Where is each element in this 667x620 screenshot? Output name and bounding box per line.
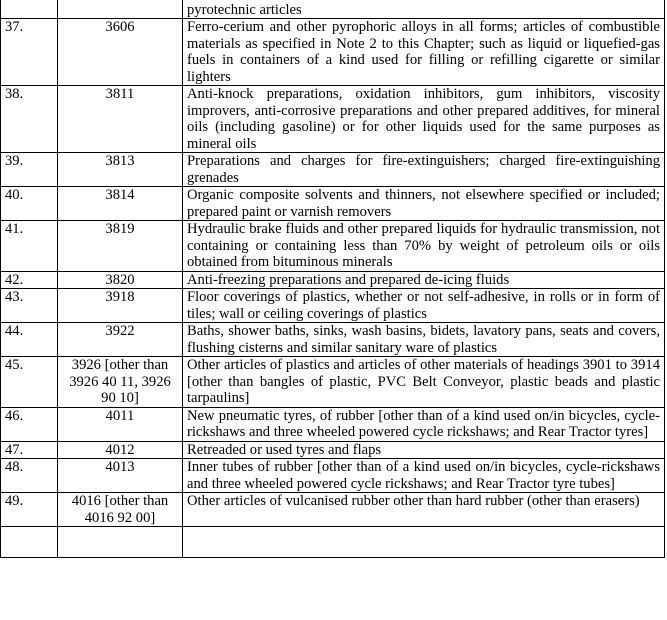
description-cell: Other articles of vulcanised rubber other than hard rubber (other than erasers) (183, 493, 665, 527)
description-cell: Floor coverings of plastics, whether or not self-adhesive, in rolls or in form of tiles; wall or ceiling coverings of plastics (183, 289, 665, 323)
serial-number-cell: 37. (1, 19, 58, 86)
description-cell: Anti-freezing preparations and prepared de-icing fluids (183, 271, 665, 289)
serial-number-cell: 38. (1, 86, 58, 153)
heading-cell: 3918 (58, 289, 183, 323)
heading-cell: 3819 (58, 221, 183, 272)
serial-number-cell: 43. (1, 289, 58, 323)
table-row (1, 0, 665, 19)
description-cell: New pneumatic tyres, of rubber [other than of a kind used on/in bicycles, cycle-rickshaws and three wheeled powered cycle rickshaws; and Rear Tractor tyres] (183, 407, 665, 441)
heading-cell: 4011 (58, 407, 183, 441)
heading-cell (58, 527, 183, 558)
serial-number-cell (1, 0, 58, 19)
description-cell: pyrotechnic articles (183, 0, 665, 19)
table-row (1, 271, 665, 289)
table-row (1, 153, 665, 187)
serial-number-cell: 45. (1, 357, 58, 408)
table-row (1, 86, 665, 153)
description-cell: Ferro-cerium and other pyrophoric alloys in all forms; articles of combustible materials as specified in Note 2 to this Chapter; such as liquid or liquefied-gas fuels in containers of a kind used for filling or refilling cigarette or similar lighters (183, 19, 665, 86)
heading-cell: 3922 (58, 323, 183, 357)
serial-number-cell: 42. (1, 271, 58, 289)
description-cell (183, 527, 665, 558)
table-row (1, 459, 665, 493)
heading-cell: 3814 (58, 187, 183, 221)
serial-number-cell: 39. (1, 153, 58, 187)
serial-number-cell: 44. (1, 323, 58, 357)
description-cell: Hydraulic brake fluids and other prepared liquids for hydraulic transmission, not containing or containing less than 70% by weight of petroleum oils or oils obtained from bituminous minerals (183, 221, 665, 272)
heading-cell: 4012 (58, 441, 183, 459)
table-row (1, 407, 665, 441)
table-row (1, 187, 665, 221)
table-row (1, 289, 665, 323)
heading-cell: 3813 (58, 153, 183, 187)
serial-number-cell: 41. (1, 221, 58, 272)
heading-cell: 4013 (58, 459, 183, 493)
table-row (1, 19, 665, 86)
description-cell: Preparations and charges for fire-extinguishers; charged fire-extinguishing grenades (183, 153, 665, 187)
table-row (1, 323, 665, 357)
heading-cell: 3606 (58, 19, 183, 86)
description-cell: Anti-knock preparations, oxidation inhibitors, gum inhibitors, viscosity improvers, anti-corrosive preparations and other prepared additives, for mineral oils (including gasoline) or for other liquids used for the same purposes as mineral oils (183, 86, 665, 153)
description-cell: Baths, shower baths, sinks, wash basins, bidets, lavatory pans, seats and covers, flushing cisterns and similar sanitary ware of plastics (183, 323, 665, 357)
serial-number-cell (1, 527, 58, 558)
table-row (1, 493, 665, 527)
heading-cell (58, 0, 183, 19)
serial-number-cell: 47. (1, 441, 58, 459)
serial-number-cell: 48. (1, 459, 58, 493)
description-cell: Inner tubes of rubber [other than of a kind used on/in bicycles, cycle-rickshaws and three wheeled powered cycle rickshaws; and Rear Tractor tyre tubes] (183, 459, 665, 493)
serial-number-cell: 40. (1, 187, 58, 221)
table-row (1, 221, 665, 272)
table-row (1, 357, 665, 408)
table-row-partial (1, 527, 665, 558)
table-row (1, 441, 665, 459)
heading-cell: 3820 (58, 271, 183, 289)
serial-number-cell: 49. (1, 493, 58, 527)
serial-number-cell: 46. (1, 407, 58, 441)
heading-cell: 4016 [other than 4016 92 00] (58, 493, 183, 527)
description-cell: Other articles of plastics and articles of other materials of headings 3901 to 3914 [other than bangles of plastic, PVC Belt Conveyor, plastic beads and plastic tarpaulins] (183, 357, 665, 408)
description-cell: Retreaded or used tyres and flaps (183, 441, 665, 459)
heading-cell: 3811 (58, 86, 183, 153)
heading-cell: 3926 [other than 3926 40 11, 3926 90 10] (58, 357, 183, 408)
description-cell: Organic composite solvents and thinners, not elsewhere specified or included; prepared paint or varnish removers (183, 187, 665, 221)
